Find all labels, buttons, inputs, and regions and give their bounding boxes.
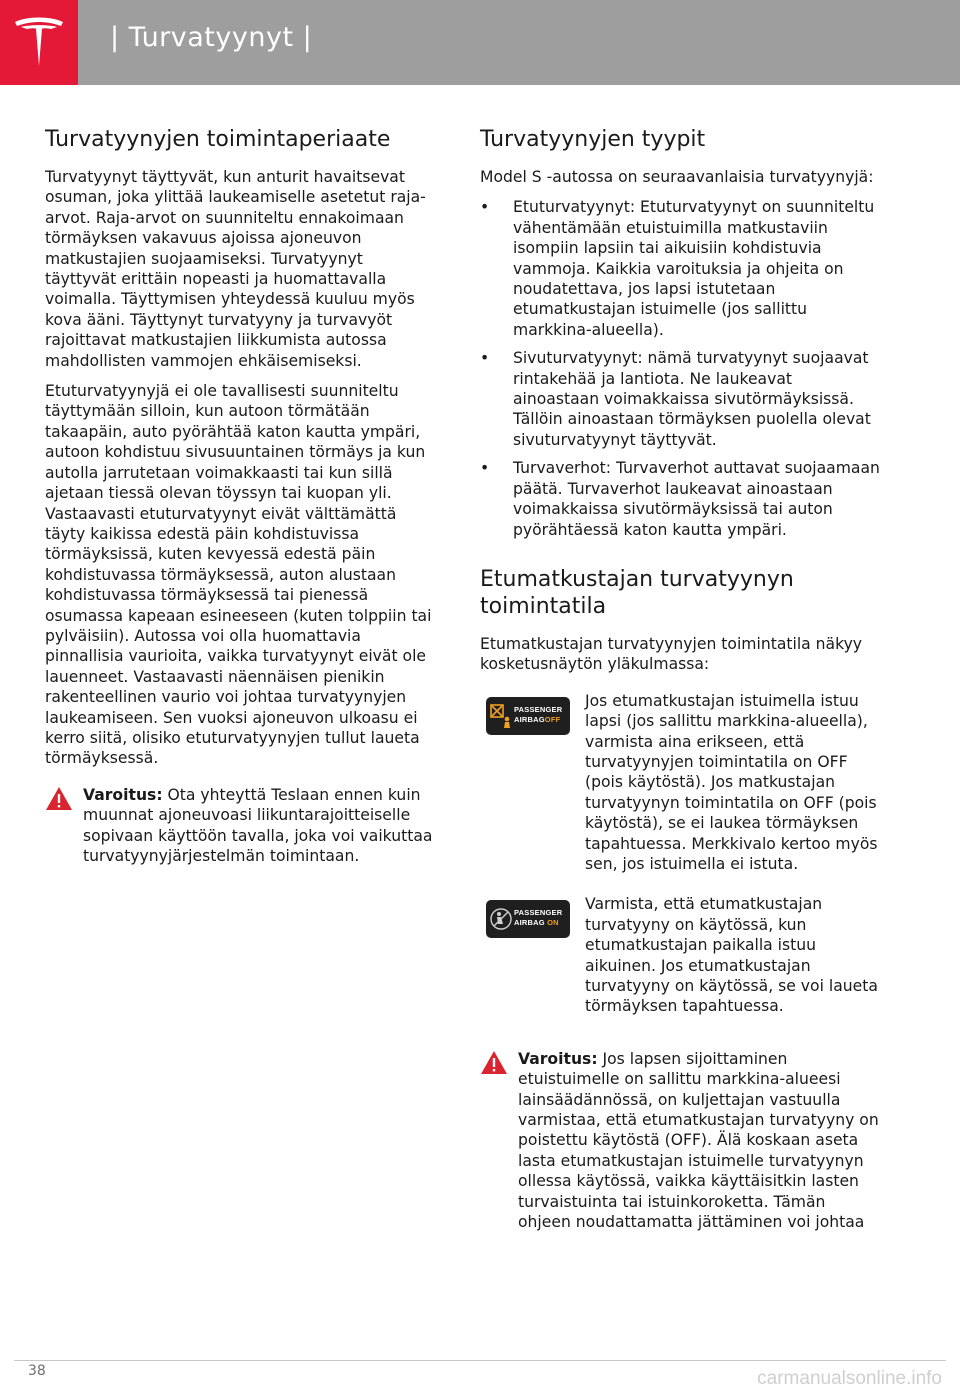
page-number: 38 (28, 1363, 46, 1379)
warning-label: Varoitus: (518, 1049, 598, 1068)
warning-block-right (480, 1049, 880, 1233)
badge-line-airbag (514, 715, 562, 725)
warning-body: Jos lapsen sijoittaminen etuistuimelle on sallittu markkina-alueesi lainsäädännössä, on kuljettajan vastuulla varmistaa, että etumatkustajan turvatyyny on poistettu käytöstä (OFF). Älä koskaan aseta lasta etumatkustajan istuimelle turvatyynyn ollessa käytössä, vaikka käyttäisitkin lasten turvaistuinta tai istuinkoroketta. Tämän ohjeen noudattamatta jättäminen voi johtaa (518, 1049, 879, 1232)
passenger-airbag-intro: Etumatkustajan turvatyynyjen toimintatila näkyy kosketusnäytön yläkulmassa: (480, 634, 863, 674)
left-column (45, 126, 437, 876)
badge-airbag-label: AIRBAG (514, 918, 545, 928)
airbag-on-row (480, 894, 880, 1016)
badge-status-off: OFF (544, 714, 561, 724)
badge-airbag-label: AIRBAG (514, 714, 545, 724)
warning-text-left (83, 785, 437, 867)
airbag-on-description (585, 894, 880, 1016)
bullet-icon: • (480, 349, 490, 368)
heading-airbag-types: Turvatyynyjen tyypit (480, 127, 706, 152)
page-header (0, 0, 960, 85)
airbag-off-text: Jos etumatkustajan istuimella istuu lapsi (jos sallittu markkina-alueella), varmista aina erikseen, että turvatyynyjen toimintatila on OFF (pois käytöstä). Jos matkustajan turvatyynyn toimintatila on OFF (pois käytöstä), se ei laukea törmäyksen tapahtuessa. Merkkivalo kertoo myös sen, jos istuimella ei istuta. (585, 691, 878, 873)
child-seat-airbag-off-icon (489, 702, 513, 730)
warning-triangle-icon (480, 1050, 508, 1075)
warning-triangle-icon (45, 786, 73, 811)
airbag-off-badge-text (514, 705, 562, 725)
airbag-off-row (480, 691, 880, 875)
list-item-text: Sivuturvatyynyt: nämä turvatyynyt suojaavat rintakehää ja lantiota. Ne laukeavat ainoastaan voimakkaissa sivutörmäyksissä. Tällöin ainoastaan törmäyksen puolella olevat sivuturvatyynyt täyttyvät. (513, 349, 871, 449)
badge-line-airbag (514, 918, 562, 928)
tesla-logo-icon (13, 14, 65, 70)
brand-logo-box (0, 0, 78, 85)
airbag-types-list (480, 197, 880, 540)
right-column (480, 126, 880, 1242)
airbag-off-description (585, 691, 880, 875)
passenger-airbag-on-icon (489, 905, 513, 933)
passenger-airbag-on-badge (486, 900, 570, 938)
list-item-text: Etuturvatyynyt: Etuturvatyynyt on suunniteltu vähentämään etuistuimilla matkustaviin isompiin lapsiin tai aikuisiin kohdistuvia vammoja. Kaikkia varoituksia ja ohjeita on noudatettava, jos lapsi istutetaan etumatkustajan istuimelle (jos sallittu markkina-alueella). (513, 198, 875, 339)
passenger-airbag-off-badge (486, 697, 570, 735)
warning-block-left (45, 785, 437, 867)
badge-status-on: ON (547, 918, 559, 928)
footer-divider (14, 1360, 946, 1361)
watermark: carmanualsonline.info (757, 1368, 942, 1389)
warning-text-right (518, 1049, 880, 1233)
paragraph-2: Etuturvatyynyjä ei ole tavallisesti suunniteltu täyttymään silloin, kun autoon törmätään takaapäin, auto pyörähtää katon kautta ympäri, autoon kohdistuu sivusuuntainen törmäys ja kun autolla jarrutetaan voimakkaasti tai kun sillä ajetaan tiessä olevan töyssyn tai kuopan yli. Vastaavasti etuturvatyynyt eivät välttämättä täyty kaikissa edestä päin kohdistuvissa törmäyksissä, kuten kevyessä edestä päin kohdistuvassa törmäyksessä, auton alustaan kohdistuvassa törmäyksessä tai pienessä osumassa kapeaan esineeseen (kuten tolppiin tai pylväisiin). Autossa voi olla huomattavia pinnallisia vaurioita, vaikka turvatyynyt eivät ole lauenneet. Vastaavasti näennäisen pienikin rakenteellinen vaurio voi johtaa turvatyynyjen laukeamiseen. Sen vuoksi ajoneuvon ulkoasu ei kerro siitä, olisiko etuturvatyynyjen tullut laueta törmäyksessä. (45, 382, 432, 768)
list-item (480, 458, 880, 540)
list-item (480, 197, 880, 340)
warning-label: Varoitus: (83, 785, 163, 804)
bullet-icon: • (480, 459, 490, 478)
badge-line-passenger: PASSENGER (514, 704, 563, 714)
airbag-on-text: Varmista, että etumatkustajan turvatyyny on käytössä, kun etumatkustajan paikalla istuu aikuinen. Jos etumatkustajan turvatyyny on käytössä, se voi laueta törmäyksen tapahtuessa. (585, 895, 878, 1016)
bullet-icon: • (480, 198, 490, 217)
heading-passenger-airbag-status: Etumatkustajan turvatyynyn toimintatila (480, 566, 794, 619)
heading-airbag-operation: Turvatyynyjen toimintaperiaate (45, 127, 391, 152)
section-title: | Turvatyynyt | (110, 22, 313, 53)
airbag-types-intro: Model S -autossa on seuraavanlaisia turvatyynyjä: (480, 168, 874, 186)
badge-line-passenger: PASSENGER (514, 908, 563, 918)
airbag-on-badge-text (514, 908, 562, 928)
list-item-text: Turvaverhot: Turvaverhot auttavat suojaamaan päätä. Turvaverhot laukeavat ainoastaan voimakkaissa sivutörmäyksissä tai auton pyörähtäessä katon kautta ympäri. (513, 459, 880, 539)
paragraph-1: Turvatyynyt täyttyvät, kun anturit havaitsevat osuman, joka ylittää laukeamiselle asetetut raja-arvot. Raja-arvot on suunniteltu ennakoimaan törmäyksen vakavuus ajoissa ajoneuvon matkustajien suojaamiseksi. Turvatyynyt täyttyvät erittäin nopeasti ja huomattavalla voimalla. Täyttymisen yhteydessä kuuluu myös kova ääni. Täyttynyt turvatyyny ja turvavyöt rajoittavat matkustajien liikkumista autossa mahdollisten vammojen ehkäisemiseksi. (45, 168, 426, 370)
list-item (480, 348, 880, 450)
warning-body: Ota yhteyttä Teslaan ennen kuin muunnat ajoneuvoasi liikuntarajoitteiselle sopivaan käyttöön tavalla, joka voi vaikuttaa turvatyynyjärjestelmän toimintaan. (83, 785, 433, 865)
